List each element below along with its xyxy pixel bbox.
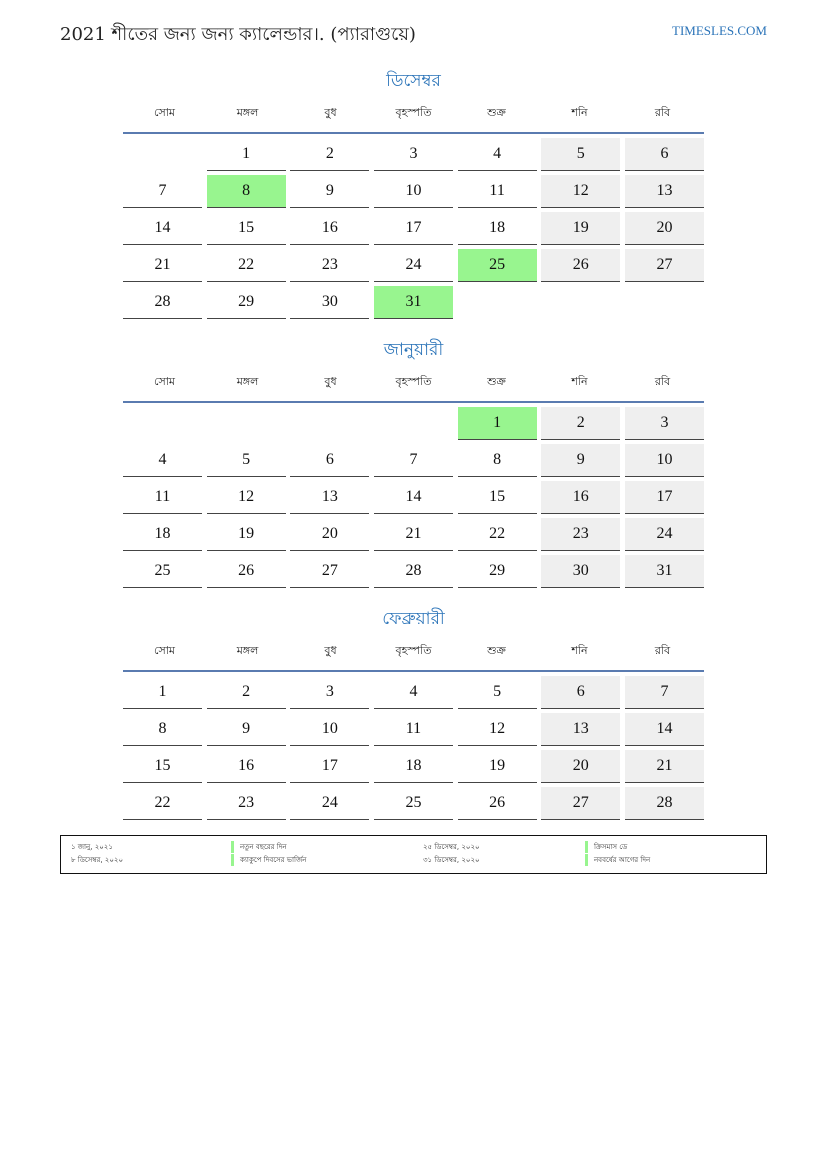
legend-date: ২৫ ডিসেম্বর, ২০২০	[423, 843, 480, 851]
day-cell: 28	[374, 555, 453, 588]
day-cell: 9	[207, 713, 286, 746]
holiday-day-cell: 1	[458, 407, 537, 440]
month-february	[123, 606, 704, 820]
month-title: ডিসেম্বর	[386, 71, 441, 91]
day-cell: 3	[625, 407, 704, 440]
day-cell: 17	[290, 750, 369, 783]
holiday-legend	[60, 835, 767, 874]
day-cell: 7	[374, 444, 453, 477]
day-cell: 20	[625, 212, 704, 245]
day-cell: 14	[374, 481, 453, 514]
month-january	[123, 337, 704, 588]
day-grid	[123, 407, 704, 588]
legend-holiday-name: ক্রিসমাস ডে	[585, 841, 627, 853]
day-cell: 15	[458, 481, 537, 514]
weekday-label: বৃহস্পতি	[395, 644, 432, 657]
weekday-label: বুধ	[324, 375, 337, 388]
day-cell: 27	[290, 555, 369, 588]
day-cell: 7	[625, 676, 704, 709]
day-cell: 21	[374, 518, 453, 551]
day-cell: 31	[625, 555, 704, 588]
day-cell: 25	[374, 787, 453, 820]
day-cell: 6	[290, 444, 369, 477]
day-cell: 13	[541, 713, 620, 746]
weekday-label: বুধ	[324, 644, 337, 657]
day-cell: 4	[458, 138, 537, 171]
day-cell: 4	[374, 676, 453, 709]
legend-row	[61, 841, 766, 853]
day-cell: 10	[374, 175, 453, 208]
day-cell: 16	[290, 212, 369, 245]
day-cell: 23	[541, 518, 620, 551]
day-cell: 13	[290, 481, 369, 514]
day-cell: 6	[625, 138, 704, 171]
day-cell: 2	[207, 676, 286, 709]
day-cell: 24	[374, 249, 453, 282]
day-cell: 23	[290, 249, 369, 282]
day-cell: 27	[541, 787, 620, 820]
page-title: 2021 শীতের জন্য জন্য ক্যালেন্ডার।. (প্যারাগুয়ে)	[60, 24, 416, 45]
weekday-label: সোম	[153, 644, 176, 657]
day-cell: 11	[123, 481, 202, 514]
day-cell: 12	[207, 481, 286, 514]
day-cell: 16	[541, 481, 620, 514]
day-cell: 15	[207, 212, 286, 245]
day-cell: 19	[458, 750, 537, 783]
day-cell: 2	[541, 407, 620, 440]
weekday-label: মঙ্গল	[236, 106, 259, 119]
day-cell: 9	[290, 175, 369, 208]
day-cell: 19	[207, 518, 286, 551]
day-cell: 3	[290, 676, 369, 709]
day-cell: 9	[541, 444, 620, 477]
day-cell: 27	[625, 249, 704, 282]
day-cell: 26	[541, 249, 620, 282]
empty-cell	[458, 286, 537, 318]
day-cell: 30	[290, 286, 369, 319]
day-cell: 10	[625, 444, 704, 477]
day-cell: 17	[625, 481, 704, 514]
day-grid	[123, 138, 704, 319]
day-cell: 11	[374, 713, 453, 746]
weekday-header	[123, 373, 704, 403]
weekday-label: মঙ্গল	[236, 375, 259, 388]
legend-date: ১ জানু, ২০২১	[71, 843, 113, 851]
day-cell: 2	[290, 138, 369, 171]
empty-cell	[290, 407, 369, 439]
weekday-label: বৃহস্পতি	[395, 375, 432, 388]
day-cell: 14	[625, 713, 704, 746]
empty-cell	[207, 407, 286, 439]
day-cell: 8	[123, 713, 202, 746]
weekday-label: শনি	[571, 375, 588, 388]
month-title: জানুয়ারী	[383, 340, 444, 360]
day-cell: 15	[123, 750, 202, 783]
weekday-header	[123, 642, 704, 672]
weekday-label: শুক্র	[487, 375, 506, 388]
day-cell: 20	[290, 518, 369, 551]
day-cell: 30	[541, 555, 620, 588]
day-cell: 20	[541, 750, 620, 783]
day-cell: 23	[207, 787, 286, 820]
day-cell: 28	[625, 787, 704, 820]
day-cell: 19	[541, 212, 620, 245]
day-cell: 14	[123, 212, 202, 245]
day-cell: 17	[374, 212, 453, 245]
day-cell: 5	[207, 444, 286, 477]
weekday-label: বৃহস্পতি	[395, 106, 432, 119]
weekday-label: রবি	[654, 375, 671, 388]
holiday-day-cell: 25	[458, 249, 537, 282]
weekday-label: মঙ্গল	[236, 644, 259, 657]
day-cell: 28	[123, 286, 202, 319]
weekday-label: সোম	[153, 375, 176, 388]
weekday-label: শনি	[571, 644, 588, 657]
day-cell: 18	[374, 750, 453, 783]
weekday-label: শনি	[571, 106, 588, 119]
day-cell: 18	[123, 518, 202, 551]
weekday-label: রবি	[654, 106, 671, 119]
day-cell: 21	[625, 750, 704, 783]
day-cell: 18	[458, 212, 537, 245]
day-cell: 29	[458, 555, 537, 588]
month-december	[123, 68, 704, 319]
weekday-label: শুক্র	[487, 644, 506, 657]
weekday-label: বুধ	[324, 106, 337, 119]
day-cell: 12	[458, 713, 537, 746]
day-grid	[123, 676, 704, 820]
day-cell: 5	[541, 138, 620, 171]
day-cell: 11	[458, 175, 537, 208]
day-cell: 24	[625, 518, 704, 551]
day-cell: 16	[207, 750, 286, 783]
day-cell: 1	[207, 138, 286, 171]
empty-cell	[625, 286, 704, 318]
legend-holiday-name: নববর্ষের আগের দিন	[585, 854, 650, 866]
weekday-header	[123, 104, 704, 134]
day-cell: 6	[541, 676, 620, 709]
day-cell: 26	[207, 555, 286, 588]
day-cell: 3	[374, 138, 453, 171]
day-cell: 13	[625, 175, 704, 208]
day-cell: 21	[123, 249, 202, 282]
site-link[interactable]: TIMESLES.COM	[672, 23, 767, 38]
empty-cell	[123, 407, 202, 439]
day-cell: 22	[458, 518, 537, 551]
empty-cell	[541, 286, 620, 318]
day-cell: 1	[123, 676, 202, 709]
day-cell: 26	[458, 787, 537, 820]
legend-holiday-name: ক্যাকুপে দিবসের ভার্জিন	[231, 854, 306, 866]
day-cell: 29	[207, 286, 286, 319]
day-cell: 4	[123, 444, 202, 477]
holiday-day-cell: 8	[207, 175, 286, 208]
empty-cell	[123, 138, 202, 170]
weekday-label: শুক্র	[487, 106, 506, 119]
legend-row	[61, 854, 766, 866]
day-cell: 22	[123, 787, 202, 820]
weekday-label: রবি	[654, 644, 671, 657]
holiday-day-cell: 31	[374, 286, 453, 319]
day-cell: 12	[541, 175, 620, 208]
day-cell: 24	[290, 787, 369, 820]
weekday-label: সোম	[153, 106, 176, 119]
day-cell: 25	[123, 555, 202, 588]
month-title: ফেব্রুয়ারী	[382, 609, 445, 629]
day-cell: 8	[458, 444, 537, 477]
legend-date: ৮ ডিসেম্বর, ২০২০	[71, 856, 123, 864]
empty-cell	[374, 407, 453, 439]
legend-holiday-name: নতুন বছরের দিন	[231, 841, 287, 853]
day-cell: 22	[207, 249, 286, 282]
legend-date: ৩১ ডিসেম্বর, ২০২০	[423, 856, 480, 864]
day-cell: 10	[290, 713, 369, 746]
day-cell: 5	[458, 676, 537, 709]
day-cell: 7	[123, 175, 202, 208]
